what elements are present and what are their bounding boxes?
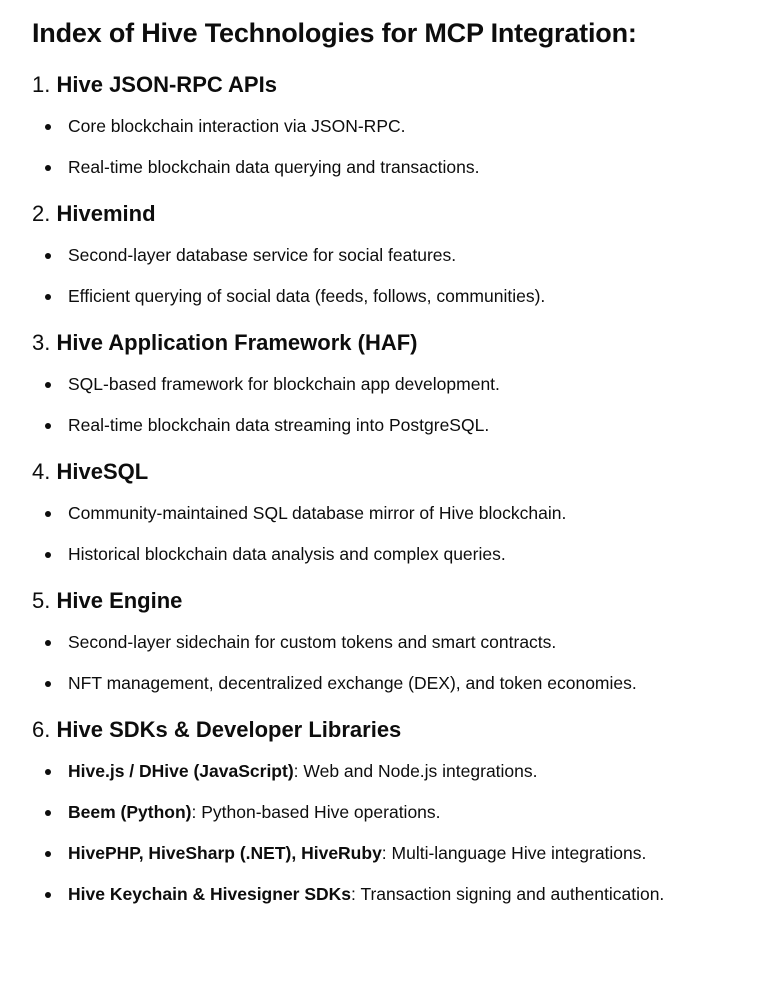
list-item [32,284,768,308]
list-item [32,759,768,783]
section-2 [32,199,768,308]
section-title: Hive Engine [56,588,183,613]
list-item [32,841,768,865]
list-item-text: : Transaction signing and authentication. [351,884,665,904]
list-item-text: Core blockchain interaction via JSON-RPC. [68,116,406,136]
section-1 [32,70,768,179]
section-number: 6. [32,717,51,742]
bullet-list [32,501,768,566]
section-5 [32,586,768,695]
list-item [32,671,768,695]
section-heading [32,199,768,229]
section-number: 4. [32,459,51,484]
list-item-text: Real-time blockchain data querying and transactions. [68,157,480,177]
list-item-bold: Hive.js / DHive (JavaScript) [68,761,294,781]
section-3 [32,328,768,437]
section-number: 3. [32,330,51,355]
bullet-list [32,372,768,437]
list-item-text: Historical blockchain data analysis and complex queries. [68,544,506,564]
list-item-bold: Beem (Python) [68,802,192,822]
section-heading [32,328,768,358]
list-item [32,372,768,396]
section-heading [32,715,768,745]
list-item-text: Efficient querying of social data (feeds, follows, communities). [68,286,546,306]
section-heading [32,70,768,100]
section-title: Hive Application Framework (HAF) [56,330,418,355]
section-title: Hivemind [56,201,156,226]
list-item [32,114,768,138]
section-heading [32,457,768,487]
list-item [32,155,768,179]
list-item-text: : Web and Node.js integrations. [293,761,538,781]
section-heading [32,586,768,616]
bullet-list [32,243,768,308]
bullet-list [32,114,768,179]
section-6 [32,715,768,906]
list-item [32,413,768,437]
list-item-text: : Python-based Hive operations. [191,802,441,822]
section-number: 5. [32,588,51,613]
bullet-list [32,759,768,906]
list-item-text: NFT management, decentralized exchange (DEX), and token economies. [68,673,637,693]
list-item [32,501,768,525]
list-item [32,243,768,267]
bullet-list [32,630,768,695]
section-number: 2. [32,201,51,226]
list-item-text: Community-maintained SQL database mirror of Hive blockchain. [68,503,567,523]
list-item [32,542,768,566]
list-item-text: Second-layer database service for social features. [68,245,457,265]
page-title: Index of Hive Technologies for MCP Integration: [32,18,637,48]
list-item-bold: Hive Keychain & Hivesigner SDKs [68,884,352,904]
list-item-bold: HivePHP, HiveSharp (.NET), HiveRuby [68,843,382,863]
section-number: 1. [32,72,51,97]
section-title: Hive JSON-RPC APIs [56,72,277,97]
list-item [32,630,768,654]
section-title: Hive SDKs & Developer Libraries [56,717,402,742]
section-title: HiveSQL [56,459,149,484]
list-item [32,800,768,824]
section-4 [32,457,768,566]
list-item-text: SQL-based framework for blockchain app development. [68,374,500,394]
list-item [32,882,768,906]
list-item-text: Second-layer sidechain for custom tokens and smart contracts. [68,632,557,652]
list-item-text: : Multi-language Hive integrations. [381,843,647,863]
list-item-text: Real-time blockchain data streaming into PostgreSQL. [68,415,490,435]
